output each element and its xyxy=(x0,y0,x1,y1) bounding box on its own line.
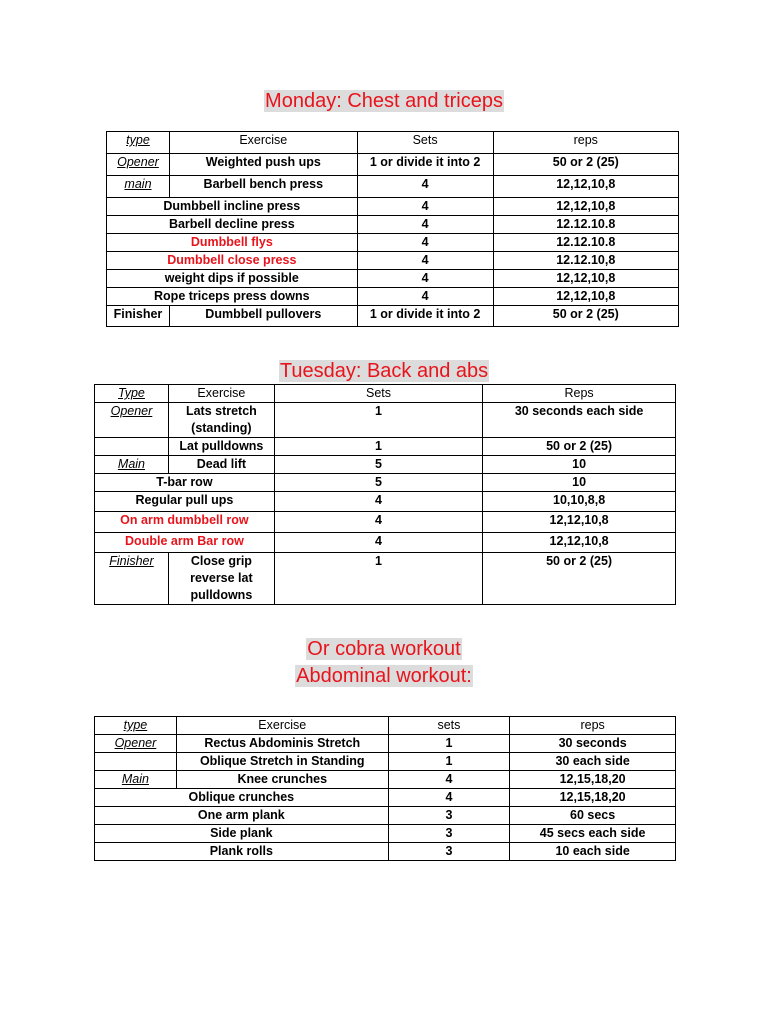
row-sets: 3 xyxy=(388,807,510,825)
table-row xyxy=(95,807,676,825)
row-sets: 1 xyxy=(274,438,482,456)
table-row xyxy=(95,735,676,753)
row-reps: 10 xyxy=(483,456,676,474)
row-sets: 4 xyxy=(357,270,493,288)
header-reps: reps xyxy=(493,132,678,154)
table-row xyxy=(95,825,676,843)
table-row xyxy=(107,154,679,176)
row-exercise: Rectus Abdominis Stretch xyxy=(176,735,388,753)
row-exercise: One arm plank xyxy=(95,807,389,825)
row-exercise: Plank rolls xyxy=(95,843,389,861)
row-exercise: Close grip reverse lat pulldowns xyxy=(168,553,274,605)
table-row xyxy=(95,438,676,456)
row-sets: 1 xyxy=(388,753,510,771)
row-exercise: T-bar row xyxy=(95,474,275,492)
row-sets: 4 xyxy=(388,789,510,807)
header-type: type xyxy=(95,717,177,735)
row-sets: 1 or divide it into 2 xyxy=(357,306,493,327)
abs-title-line2: Abdominal workout: xyxy=(296,665,472,687)
row-exercise: Dead lift xyxy=(168,456,274,474)
row-type: Opener xyxy=(107,154,170,176)
table-header-row xyxy=(95,717,676,735)
row-exercise: Barbell decline press xyxy=(107,216,358,234)
row-reps: 50 or 2 (25) xyxy=(483,438,676,456)
row-reps: 45 secs each side xyxy=(510,825,676,843)
row-type: Main xyxy=(95,456,169,474)
row-sets: 5 xyxy=(274,456,482,474)
header-reps: Reps xyxy=(483,385,676,403)
row-sets: 1 xyxy=(274,553,482,605)
row-exercise: weight dips if possible xyxy=(107,270,358,288)
row-exercise: Oblique Stretch in Standing xyxy=(176,753,388,771)
row-sets: 4 xyxy=(274,533,482,553)
table-row xyxy=(107,176,679,198)
table-row xyxy=(95,403,676,438)
table-row xyxy=(95,553,676,605)
row-reps: 12,12,10,8 xyxy=(483,512,676,533)
row-reps: 10 each side xyxy=(510,843,676,861)
row-reps: 12,15,18,20 xyxy=(510,789,676,807)
row-type xyxy=(95,753,177,771)
row-reps: 30 seconds each side xyxy=(483,403,676,438)
tuesday-heading xyxy=(0,358,768,385)
table-row xyxy=(95,753,676,771)
row-exercise: Rope triceps press downs xyxy=(107,288,358,306)
row-sets: 1 xyxy=(388,735,510,753)
row-sets: 4 xyxy=(357,216,493,234)
row-type xyxy=(95,438,169,456)
table-row xyxy=(107,252,679,270)
row-exercise: Double arm Bar row xyxy=(95,533,275,553)
header-sets: Sets xyxy=(357,132,493,154)
row-type: Finisher xyxy=(95,553,169,605)
header-sets: Sets xyxy=(274,385,482,403)
table-row xyxy=(95,789,676,807)
table-header-row xyxy=(107,132,679,154)
row-sets: 4 xyxy=(388,771,510,789)
tuesday-table xyxy=(94,384,676,605)
row-exercise: Dumbbell incline press xyxy=(107,198,358,216)
header-exercise: Exercise xyxy=(176,717,388,735)
header-reps: reps xyxy=(510,717,676,735)
header-exercise: Exercise xyxy=(169,132,357,154)
row-reps: 60 secs xyxy=(510,807,676,825)
row-exercise: Side plank xyxy=(95,825,389,843)
row-reps: 10,10,8,8 xyxy=(483,492,676,512)
row-exercise: Dumbbell pullovers xyxy=(169,306,357,327)
header-type: type xyxy=(107,132,170,154)
table-header-row xyxy=(95,385,676,403)
row-sets: 3 xyxy=(388,843,510,861)
row-reps: 12,12,10,8 xyxy=(493,288,678,306)
table-row xyxy=(107,270,679,288)
table-row xyxy=(107,216,679,234)
row-reps: 12,15,18,20 xyxy=(510,771,676,789)
table-row xyxy=(107,234,679,252)
row-sets: 3 xyxy=(388,825,510,843)
table-row xyxy=(107,198,679,216)
row-reps: 10 xyxy=(483,474,676,492)
table-row xyxy=(95,474,676,492)
row-exercise: Regular pull ups xyxy=(95,492,275,512)
table-row xyxy=(95,456,676,474)
monday-title: Monday: Chest and triceps xyxy=(265,90,503,112)
row-sets: 4 xyxy=(357,198,493,216)
row-exercise: Dumbbell flys xyxy=(107,234,358,252)
header-exercise: Exercise xyxy=(168,385,274,403)
row-reps: 30 each side xyxy=(510,753,676,771)
table-row xyxy=(95,492,676,512)
abs-heading xyxy=(0,636,768,690)
table-row xyxy=(95,533,676,553)
row-reps: 30 seconds xyxy=(510,735,676,753)
table-row xyxy=(95,512,676,533)
row-sets: 4 xyxy=(274,512,482,533)
row-reps: 12,12,10,8 xyxy=(493,198,678,216)
row-exercise: Barbell bench press xyxy=(169,176,357,198)
row-sets: 4 xyxy=(357,234,493,252)
row-exercise: On arm dumbbell row xyxy=(95,512,275,533)
row-reps: 50 or 2 (25) xyxy=(493,154,678,176)
row-reps: 12.12.10.8 xyxy=(493,216,678,234)
row-type: Finisher xyxy=(107,306,170,327)
row-exercise: Oblique crunches xyxy=(95,789,389,807)
table-row xyxy=(95,843,676,861)
header-sets: sets xyxy=(388,717,510,735)
monday-table xyxy=(106,131,679,327)
row-reps: 50 or 2 (25) xyxy=(493,306,678,327)
row-exercise: Lats stretch (standing) xyxy=(168,403,274,438)
row-exercise: Weighted push ups xyxy=(169,154,357,176)
row-reps: 12.12.10,8 xyxy=(493,252,678,270)
row-reps: 12,12,10,8 xyxy=(493,270,678,288)
row-sets: 5 xyxy=(274,474,482,492)
row-reps: 12,12,10,8 xyxy=(493,176,678,198)
row-type: main xyxy=(107,176,170,198)
header-type: Type xyxy=(95,385,169,403)
row-type: Main xyxy=(95,771,177,789)
row-type: Opener xyxy=(95,403,169,438)
row-exercise: Dumbbell close press xyxy=(107,252,358,270)
row-sets: 4 xyxy=(274,492,482,512)
monday-heading xyxy=(0,88,768,115)
row-sets: 1 or divide it into 2 xyxy=(357,154,493,176)
row-sets: 1 xyxy=(274,403,482,438)
row-reps: 12.12.10.8 xyxy=(493,234,678,252)
row-reps: 50 or 2 (25) xyxy=(483,553,676,605)
table-row xyxy=(107,306,679,327)
row-exercise: Lat pulldowns xyxy=(168,438,274,456)
row-sets: 4 xyxy=(357,176,493,198)
abs-title-line1: Or cobra workout xyxy=(307,638,461,660)
row-sets: 4 xyxy=(357,288,493,306)
row-exercise: Knee crunches xyxy=(176,771,388,789)
table-row xyxy=(95,771,676,789)
tuesday-title: Tuesday: Back and abs xyxy=(279,360,489,382)
row-reps: 12,12,10,8 xyxy=(483,533,676,553)
abs-table xyxy=(94,716,676,861)
row-sets: 4 xyxy=(357,252,493,270)
table-row xyxy=(107,288,679,306)
row-type: Opener xyxy=(95,735,177,753)
